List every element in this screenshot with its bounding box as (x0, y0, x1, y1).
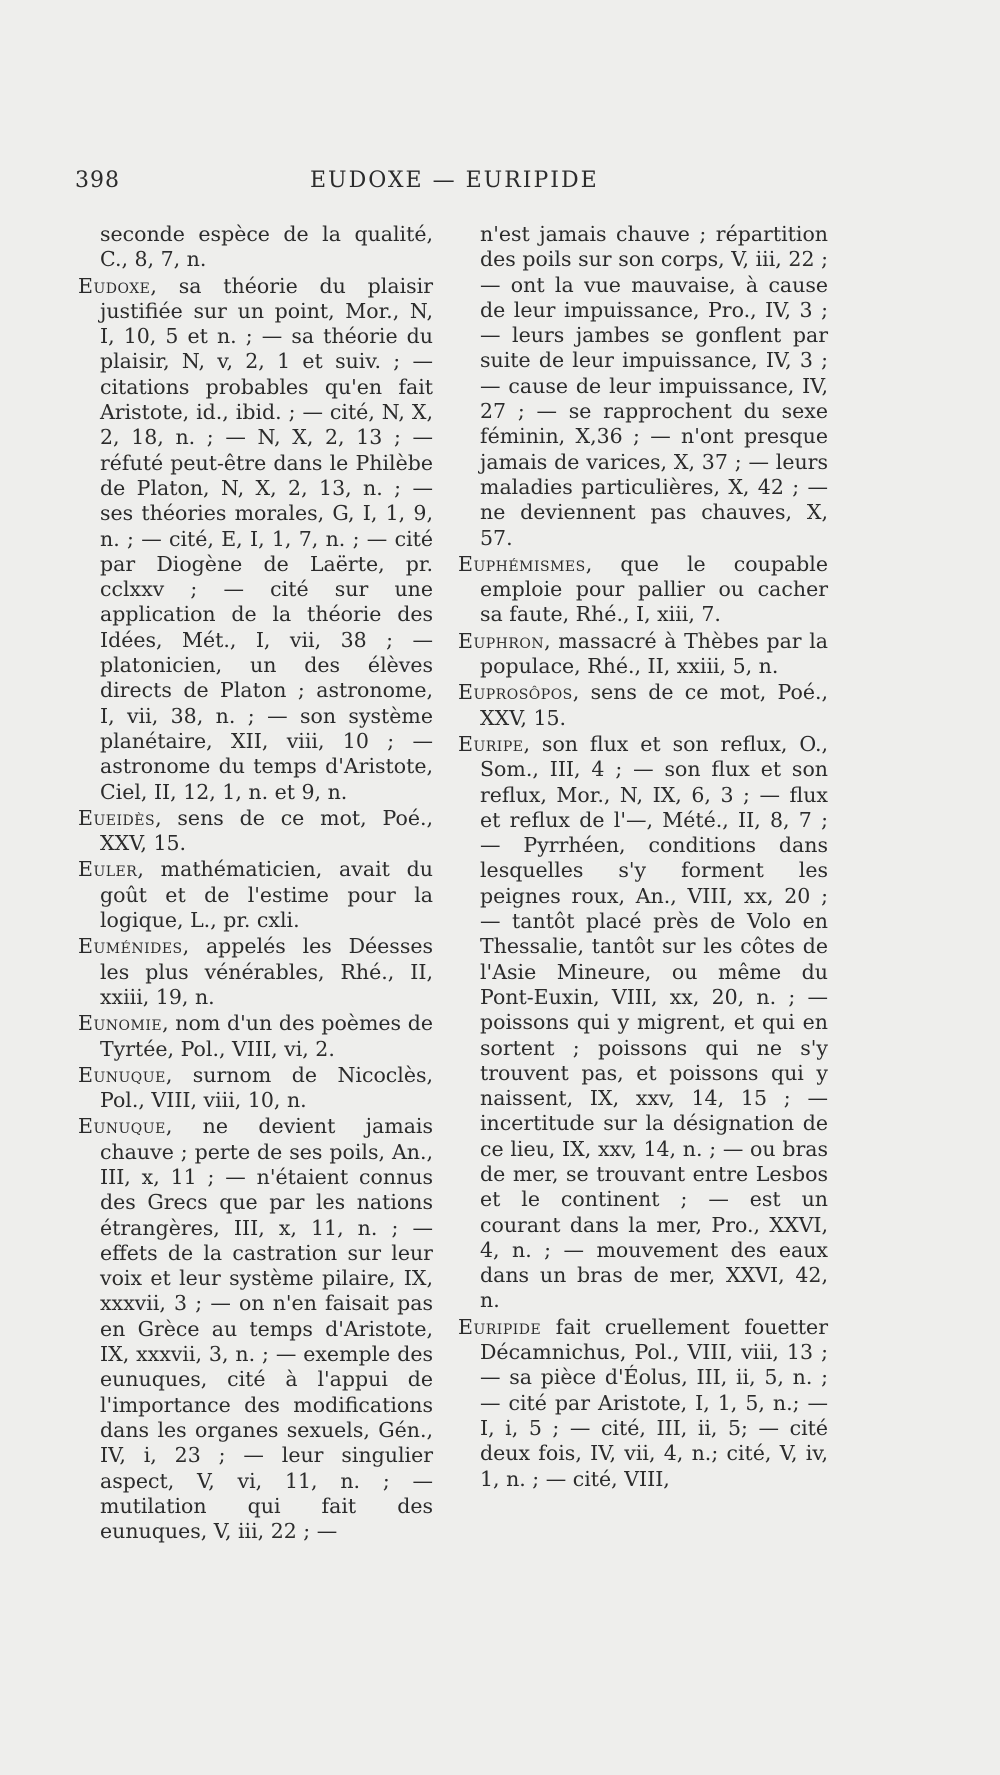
entry-text: fait cruellement fouetter Décamnichus, Pol., VIII, viii, 13 ; — sa pièce d'Éolus, III, ii, 5, n. ; — cité par Aristote, I, 1, 5, n.; — I, i, 5 ; — cité, III, ii, 5; — cité deux fois, IV, vii, 4, n.; cité, V, iv, 1, n. ; — cité, VIII, (480, 1314, 828, 1491)
entry-text: , sa théorie du plaisir justifiée sur un point, Mor., N, I, 10, 5 et n. ; — sa théorie du plaisir, N, v, 2, 1 et suiv. ; — citations probables qu'en fait Aristote, id., ibid. ; — cité, N, X, 2, 18, n. ; — N, X, 2, 13 ; — réfuté peut-être dans le Philèbe de Platon, N, X, 2, 13, n. ; — ses théories morales, G, I, 1, 9, n. ; — cité, E, I, 1, 7, n. ; — cité par Diogène de Laërte, pr. cclxxv ; — cité sur une application de la théorie des Idées, Mét., I, vii, 38 ; — platonicien, un des élèves directs de Platon ; astronome, I, vii, 38, n. ; — son système planétaire, XII, viii, 10 ; — astronome du temps d'Aristote, Ciel, II, 12, 1, n. et 9, n. (100, 273, 433, 804)
entry-headword: Eudoxe (78, 273, 151, 298)
entry-text: , nom d'un des poèmes de Tyrtée, Pol., VIII, vi, 2. (100, 1011, 433, 1061)
index-entry (78, 274, 433, 805)
index-entry (458, 552, 828, 628)
index-entry (78, 857, 433, 933)
index-entry (78, 222, 433, 273)
entry-headword: Eunuque (78, 1062, 166, 1087)
right-column (458, 222, 828, 1493)
entry-headword: Euménides (78, 934, 183, 959)
entry-text: , surnom de Nicoclès, Pol., VIII, viii, 10, n. (100, 1062, 433, 1113)
entry-headword: Euripe (458, 731, 524, 756)
page-header (75, 168, 860, 198)
index-entry (458, 629, 828, 680)
entry-headword: Euprosôpos (458, 680, 573, 705)
entry-text: , massacré à Thèbes par la populace, Rhé., II, xxiii, 5, n. (480, 628, 828, 679)
entry-headword: Euler (78, 857, 138, 882)
entry-headword: Euripide (458, 1314, 542, 1339)
page-number: 398 (75, 168, 120, 193)
running-title: EUDOXE — EURIPIDE (310, 168, 599, 193)
index-entry (78, 1063, 433, 1114)
entry-headword: Eueidès (78, 805, 156, 830)
entry-text: , appelés les Déesses les plus vénérables, Rhé., II, xxiii, 19, n. (100, 934, 433, 1009)
entry-headword: Euphémismes (458, 551, 586, 576)
entry-text: seconde espèce de la qualité, C., 8, 7, n. (100, 222, 433, 272)
left-column (78, 222, 433, 1545)
index-entry (78, 1114, 433, 1544)
index-entry (78, 1011, 433, 1062)
index-entry (458, 732, 828, 1314)
entry-text: n'est jamais chauve ; répartition des poils sur son corps, V, iii, 22 ; — ont la vue mauvaise, à cause de leur impuissance, Pro., IV, 3 ; — leurs jambes se gonflent par suite de leur impuissance, IV, 3 ; — cause de leur impuissance, IV, 27 ; — se rapprochent du sexe féminin, X,36 ; — n'ont presque jamais de varices, X, 37 ; — leurs maladies particulières, X, 42 ; — ne deviennent pas chauves, X, 57. (480, 222, 828, 550)
entry-text: , ne devient jamais chauve ; perte de ses poils, An., III, x, 11 ; — n'étaient connus des Grecs que par les nations étrangères, III, x, 11, n. ; — effets de la castration sur leur voix et leur système pilaire, IX, xxxvii, 3 ; — on n'en faisait pas en Grèce au temps d'Aristote, IX, xxxvii, 3, n. ; — exemple des eunuques, cité à l'appui de l'importance des modifications dans les organes sexuels, Gén., IV, i, 23 ; — leur singulier aspect, V, vi, 11, n. ; — mutilation qui fait des eunuques, V, iii, 22 ; — (100, 1114, 433, 1544)
entry-text: , mathématicien, avait du goût et de l'estime pour la logique, L., pr. cxli. (100, 857, 433, 933)
entry-text: , sens de ce mot, Poé., XXV, 15. (480, 680, 828, 730)
entry-text: , sens de ce mot, Poé., XXV, 15. (100, 805, 433, 856)
entry-headword: Euphron (458, 628, 545, 653)
entry-headword: Eunomie (78, 1011, 163, 1036)
index-entry (458, 680, 828, 731)
index-entry (78, 806, 433, 857)
entry-text: , que le coupable emploie pour pallier ou cacher sa faute, Rhé., I, xiii, 7. (480, 551, 828, 627)
index-entry (78, 934, 433, 1010)
entry-headword: Eunuque (78, 1114, 166, 1139)
index-entry (458, 1315, 828, 1492)
index-entry (458, 222, 828, 551)
entry-text: , son flux et son reflux, O., Som., III, 4 ; — son flux et son reflux, Mor., N, IX, 6, 3 ; — flux et reflux de l'—, Mété., II, 8, 7 ; — Pyrrhéen, conditions dans lesquelles s'y forment les peignes roux, An., VIII, xx, 20 ; — tantôt placé près de Volo en Thessalie, tantôt sur les côtes de l'Asie Mineure, ou même du Pont-Euxin, VIII, xx, 20, n. ; — poissons qui y migrent, et qui en sortent ; poissons qui ne s'y trouvent pas, et poissons qui y naissent, IX, xxv, 14, 15 ; — incertitude sur la désignation de ce lieu, IX, xxv, 14, n. ; — ou bras de mer, se trouvant entre Lesbos et le continent ; — est un courant dans la mer, Pro., XXVI, 4, n. ; — mouvement des eaux dans un bras de mer, XXVI, 42, n. (480, 731, 828, 1313)
